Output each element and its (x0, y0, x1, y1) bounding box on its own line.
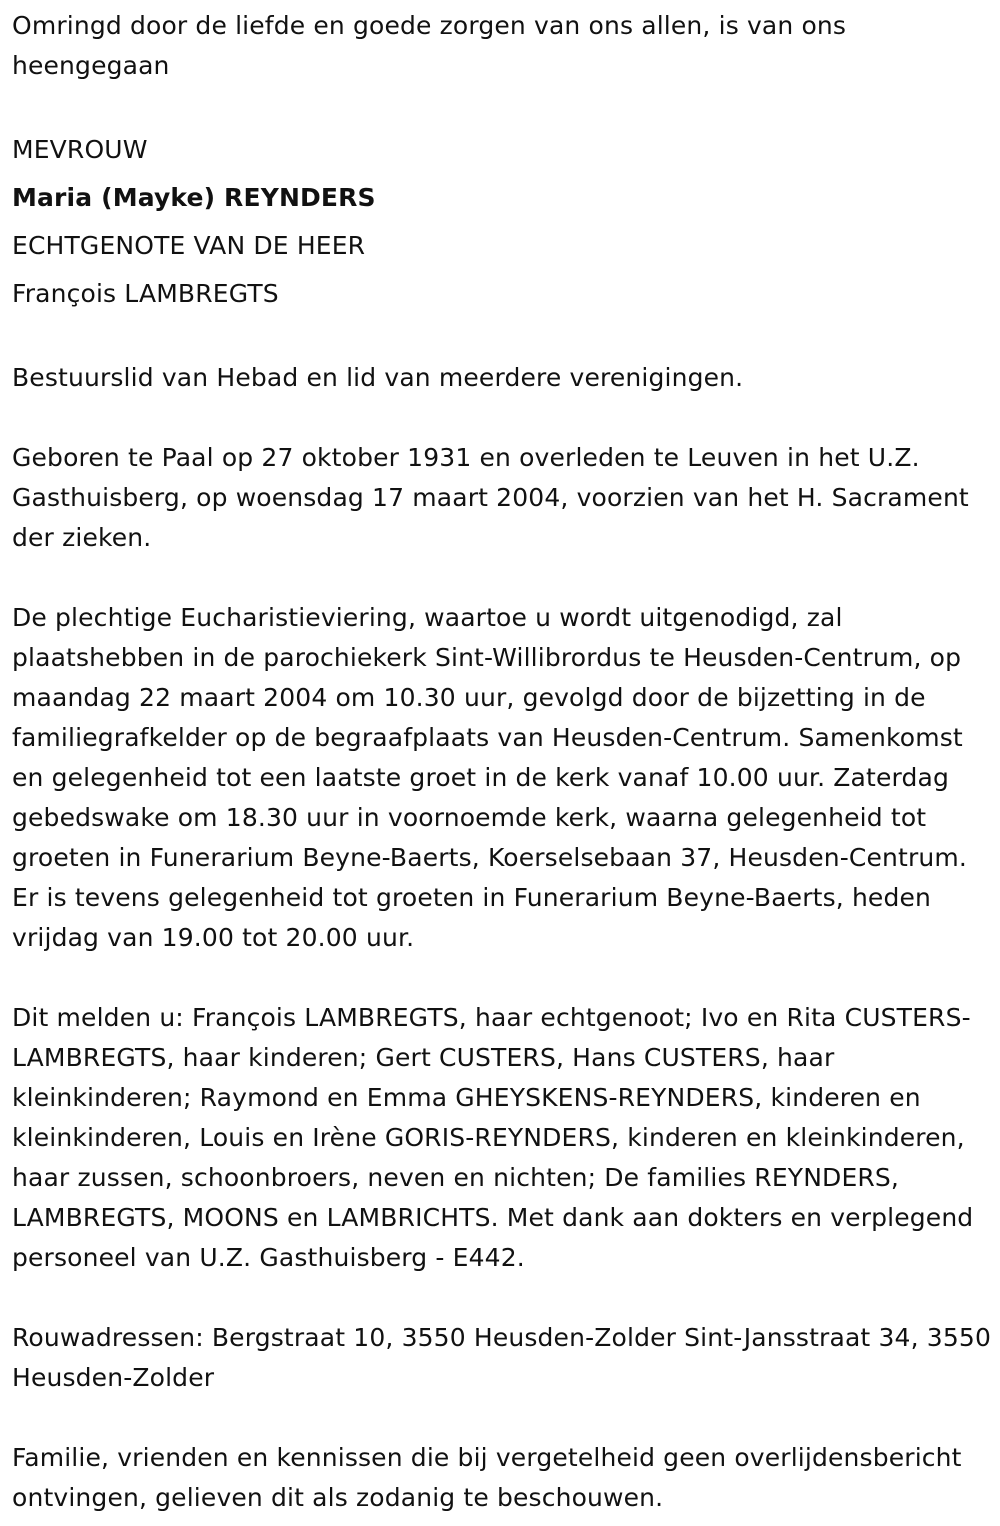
deceased-name: Maria (Mayke) REYNDERS (12, 183, 376, 212)
name-block (12, 126, 996, 318)
closing-text: Familie, vrienden en kennissen die bij vergetelheid geen overlijdensbericht ontvingen, gelieven dit als zodanig te beschouwen. (12, 1443, 962, 1512)
salutation: MEVROUW (12, 135, 148, 164)
obituary-notice (12, 6, 996, 1518)
spouse-name: François LAMBREGTS (12, 279, 279, 308)
ceremony-text: De plechtige Eucharistieviering, waartoe u wordt uitgenodigd, zal plaatshebben in de parochiekerk Sint-Willibrordus te Heusden-Centrum, op maandag 22 maart 2004 om 10.30 uur, gevolgd door de bijzetting in de familiegrafkelder op de begraafplaats van Heusden-Centrum. Samenkomst en gelegenheid tot een laatste groet in de kerk vanaf 10.00 uur. Zaterdag gebedswake om 18.30 uur in voornoemde kerk, waarna gelegenheid tot groeten in Funerarium Beyne-Baerts, Koerselsebaan 37, Heusden-Centrum. Er is tevens gelegenheid tot groeten in Funerarium Beyne-Baerts, heden vrijdag van 19.00 tot 20.00 uur. (12, 603, 968, 952)
addresses-text: Rouwadressen: Bergstraat 10, 3550 Heusden-Zolder Sint-Jansstraat 34, 3550 Heusden-Zolder (12, 1323, 992, 1392)
birth-death-text: Geboren te Paal op 27 oktober 1931 en overleden te Leuven in het U.Z. Gasthuisberg, op woensdag 17 maart 2004, voorzien van het H. Sacrament der zieken. (12, 443, 969, 552)
announcers-text: Dit melden u: François LAMBREGTS, haar echtgenoot; Ivo en Rita CUSTERS-LAMBREGTS, haar kinderen; Gert CUSTERS, Hans CUSTERS, haar kleinkinderen; Raymond en Emma GHEYSKENS-REYNDERS, kinderen en kleinkinderen, Louis en Irène GORIS-REYNDERS, kinderen en kleinkinderen, haar zussen, schoonbroers, neven en nichten; De families REYNDERS, LAMBREGTS, MOONS en LAMBRICHTS. Met dank aan dokters en verplegend personeel van U.Z. Gasthuisberg - E442. (12, 1003, 974, 1272)
intro-text: Omringd door de liefde en goede zorgen van ons allen, is van ons heengegaan (12, 11, 847, 80)
relation-label: ECHTGENOTE VAN DE HEER (12, 231, 366, 260)
role-text: Bestuurslid van Hebad en lid van meerdere verenigingen. (12, 363, 744, 392)
